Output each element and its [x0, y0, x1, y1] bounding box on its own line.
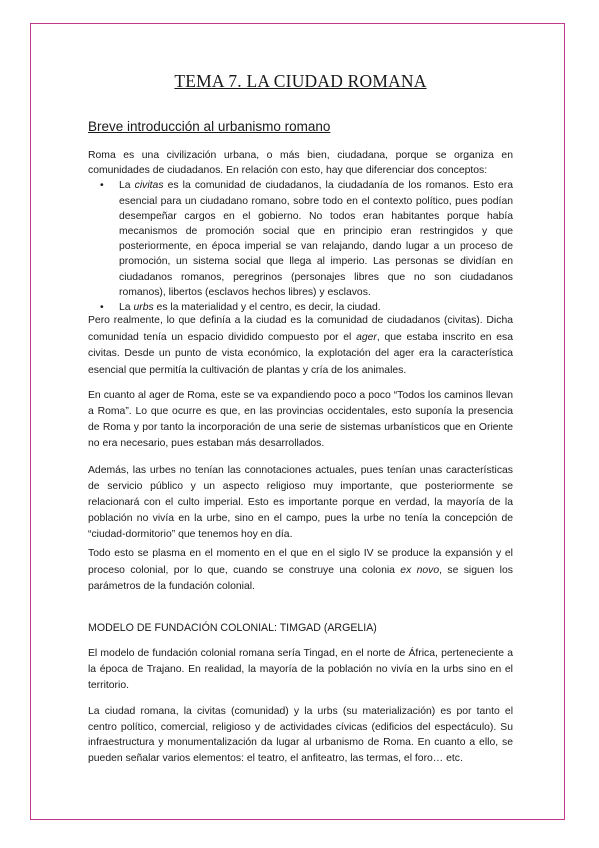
- intro-block: [88, 148, 513, 315]
- term: civitas: [134, 180, 164, 192]
- section-heading: Breve introducción al urbanismo romano: [88, 119, 331, 134]
- term: ager: [356, 331, 377, 343]
- intro-paragraph: Roma es una civilización urbana, o más bien, ciudadana, porque se organiza en comunidades de ciudadanos. En relación con esto, hay que diferenciar dos conceptos:: [88, 150, 513, 177]
- paragraph-block: [88, 646, 513, 694]
- page-title: TEMA 7. LA CIUDAD ROMANA: [174, 71, 427, 91]
- subsection-heading: MODELO DE FUNDACIÓN COLONIAL: TIMGAD (ARGELIA): [88, 622, 377, 634]
- term: ex novo: [400, 564, 440, 576]
- list-item: • La civitas es la comunidad de ciudadanos, la ciudadanía de los romanos. Esto era esencial para un ciudadano romano, sobre todo en el contexto político, pues podían desempeñar cargos en el gobierno. No todos eran habitantes porque había mecanismos de promoción social que en principio eran restringidos y que posteriormente, en época imperial se van relajando, dando lugar a un proceso de promoción, un sistema social que llega al imperio. Las personas se dividían en ciudadanos romanos, peregrinos (personajes libres que no son ciudadanos romanos), libertos (esclavos hechos libres) y esclavos.: [100, 180, 513, 298]
- term: urbs: [133, 302, 154, 314]
- paragraph: Además, las urbes no tenían las connotaciones actuales, pues tenían unas características de servicio público y un aspecto religioso muy importante, que posteriormente se relacionará con el culto imperial. Esto es importante porque en verdad, la mayoría de la población no vivía en la urbe, sino en el campo, pues la urbe no tenía la concepción de “ciudad-dormitorio” que tenemos hoy en día.: [88, 465, 513, 540]
- list-item: • La urbs es la materialidad y el centro, es decir, la ciudad.: [100, 300, 513, 315]
- paragraph: La ciudad romana, la civitas (comunidad) y la urbs (su materialización) es por tanto el centro político, comercial, religioso y de actividades cívicas (edificios del espectáculo). Su infraestructura y monumentalización da lugar al urbanismo de Roma. En cuanto a ello, se pueden señalar varios elementos: el teatro, el anfiteatro, las termas, el foro… etc.: [88, 706, 513, 764]
- paragraph: El modelo de fundación colonial romana sería Tingad, en el norte de África, perteneciente a la época de Trajano. En realidad, la mayoría de la población no vivía en la urbs sino en el territorio.: [88, 648, 513, 691]
- paragraph-block: [88, 313, 513, 379]
- paragraph: En cuanto al ager de Roma, este se va expandiendo poco a poco “Todos los caminos llevan a Roma”. Lo que ocurre es que, en las provincias occidentales, esto suponía la presencia de Roma y por tanto la incorporación de una serie de sistemas urbanísticos que en Oriente no era necesario, pues estaban más desarrollados.: [88, 390, 513, 449]
- bullet-icon: •: [100, 302, 104, 314]
- concept-list: [88, 178, 513, 315]
- paragraph: Todo esto se plasma en el momento en el que en el siglo IV se produce la expansión y el proceso colonial, por lo que, cuando se construye una colonia ex novo, se siguen los parámetros de la fundación colonial.: [88, 548, 513, 592]
- paragraph-block: [88, 704, 513, 766]
- paragraph-block: [88, 463, 513, 543]
- bullet-icon: •: [100, 180, 104, 192]
- paragraph: Pero realmente, lo que definía a la ciudad es la comunidad de ciudadanos (civitas). Dicha comunidad tenía un espacio dividido compuesto por el ager, que estaba inscrito en esa civitas. Desde un punto de vista económico, la explotación del ager era la característica esencial que permitía la cultivación de plantas y cría de los animales.: [88, 315, 514, 376]
- paragraph-block: [88, 388, 513, 452]
- paragraph-block: [88, 546, 513, 596]
